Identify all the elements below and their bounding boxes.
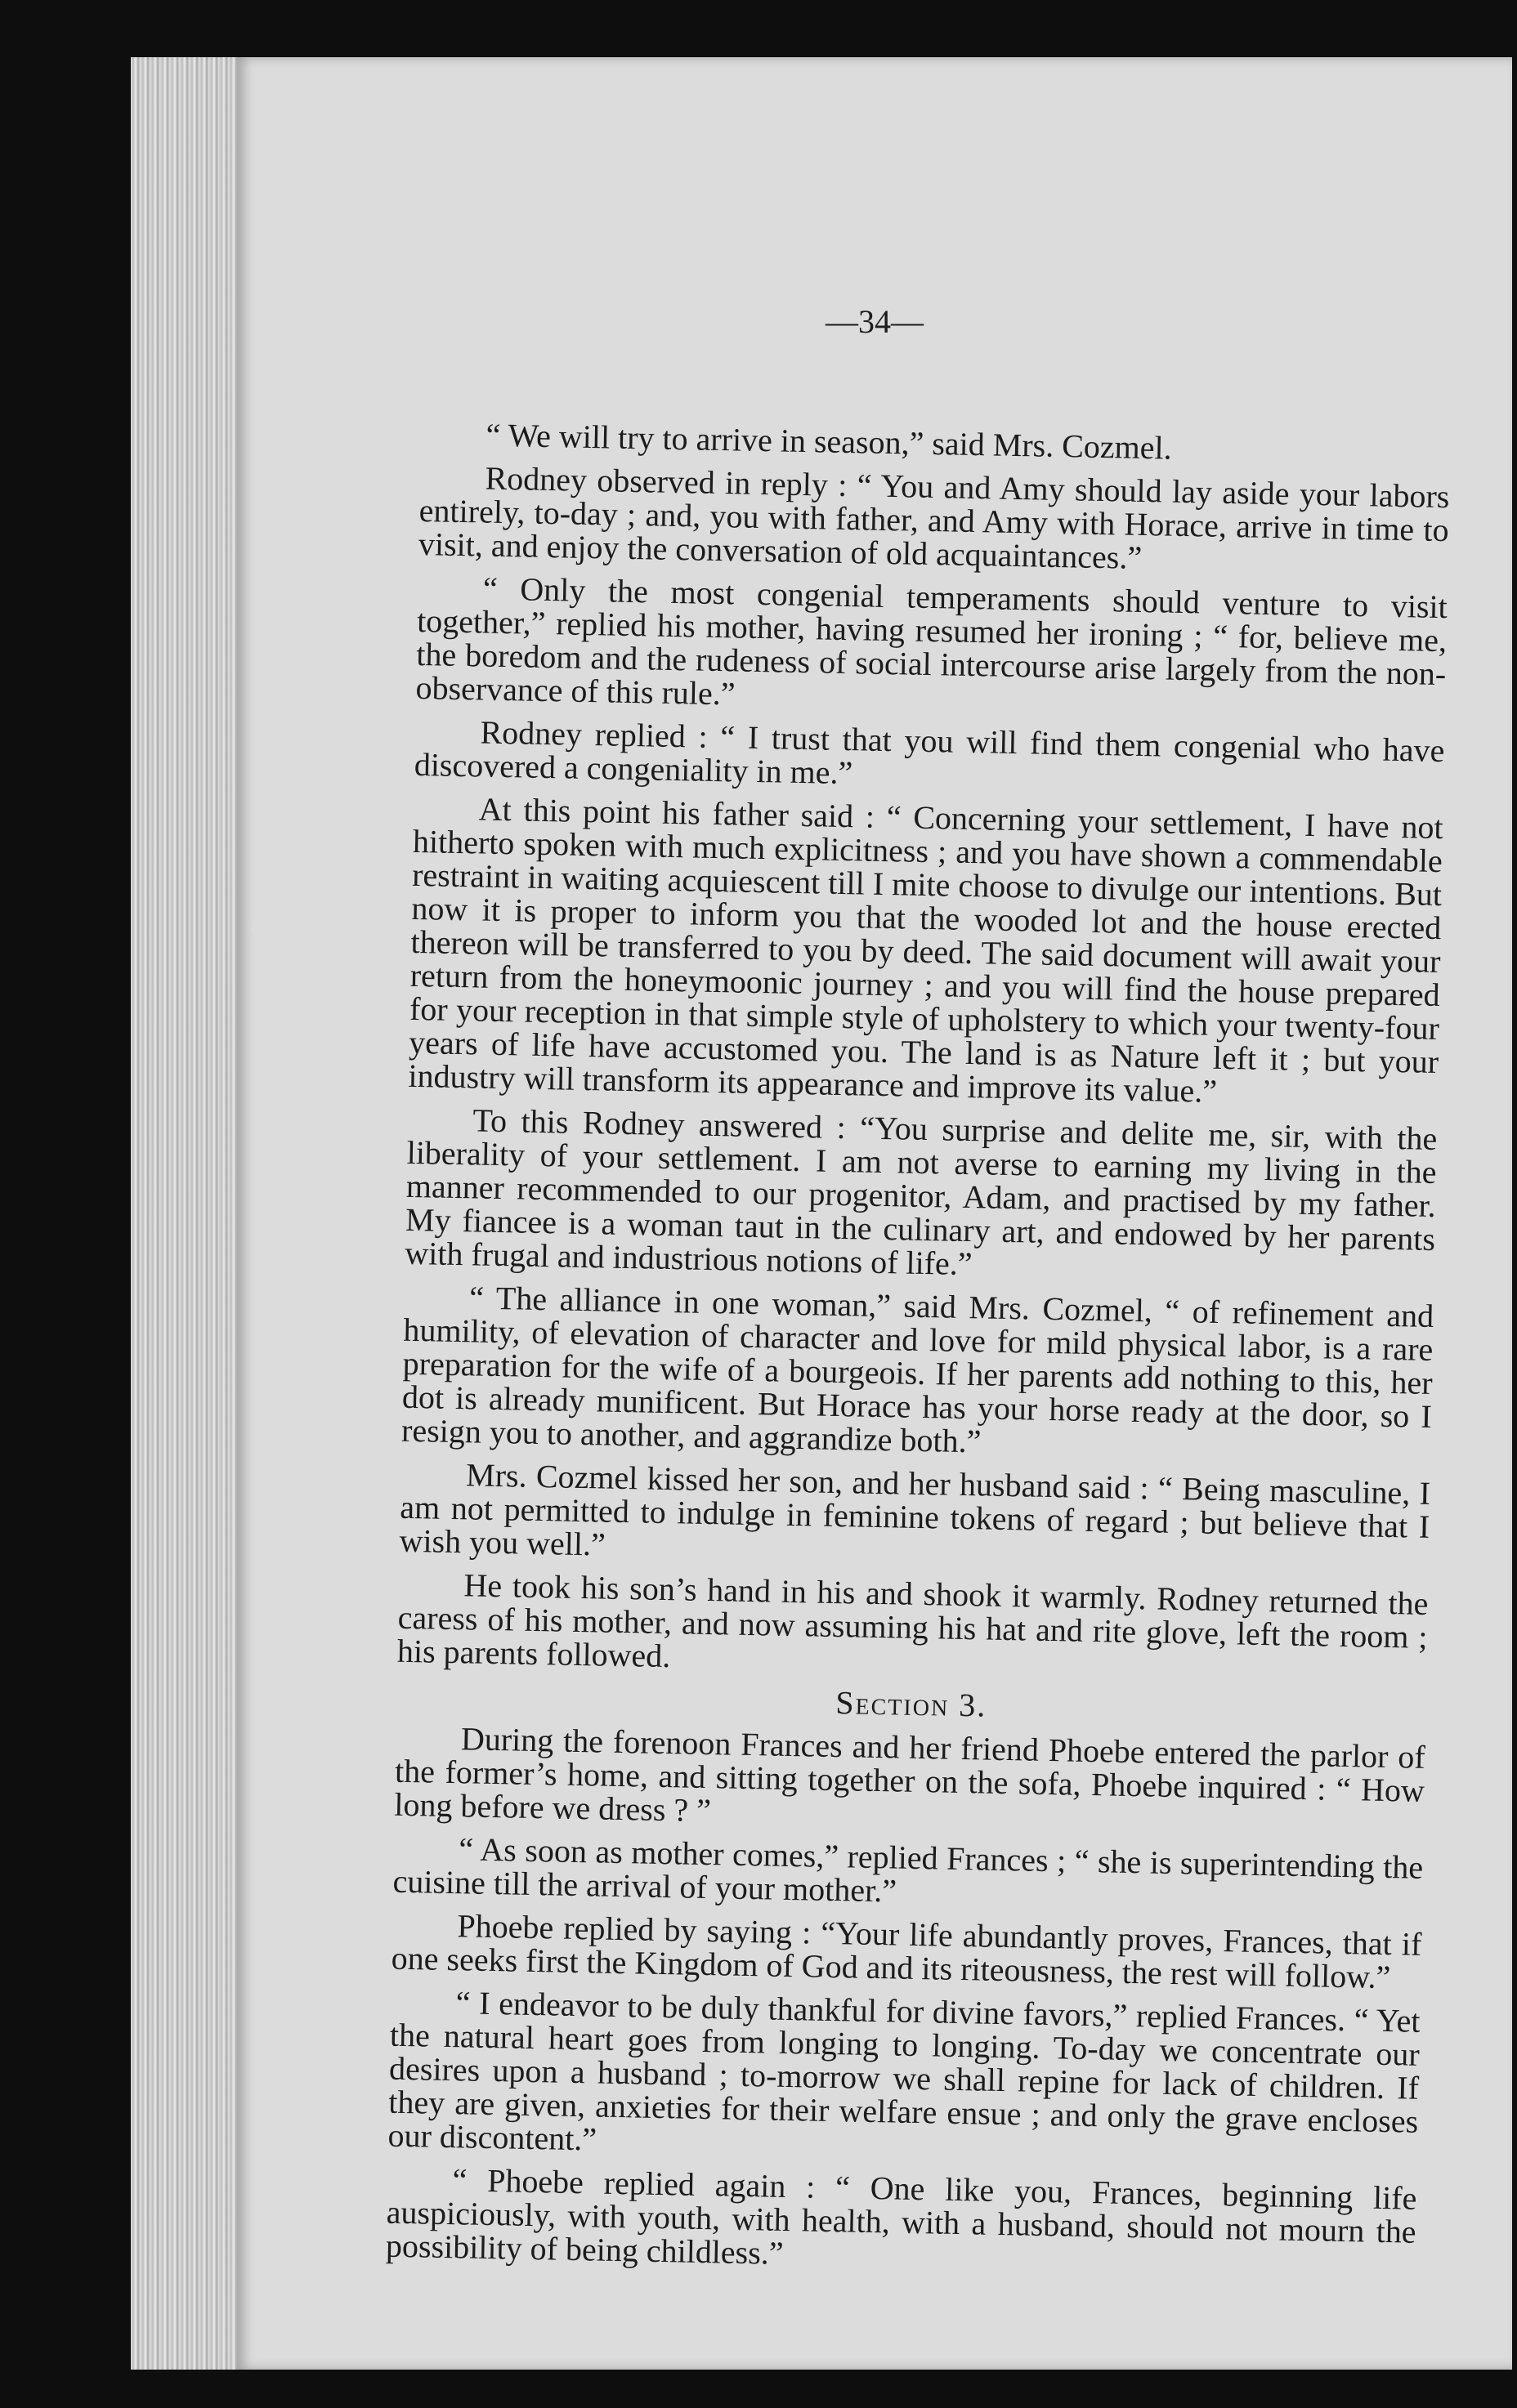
paragraph: To this Rodney answered : “You surprise and delite me, sir, with the liberality of your settlement. I am not averse to earning my living in the manner recommended to our progenitor, Adam, and practised by my father. My fiancee is a woman taut in the culinary art, and endowed by her parents with frugal and industrious notions of life.”: [404, 1101, 1438, 1283]
paragraph: Mrs. Cozmel kissed her son, and her husband said : “ Being masculine, I am not permitted to indulge in feminine tokens of regard ; but believe that I wish you well.”: [399, 1456, 1431, 1563]
book-binding-edge: [131, 57, 245, 2370]
section-heading: Section 3.: [835, 1684, 987, 1724]
paragraph: He took his son’s hand in his and shook it warmly. Rodney returned the caress of his mother, and now assuming his hat and rite glove, left the room ; his parents followed.: [396, 1566, 1429, 1675]
paragraph: “ I endeavor to be duly thankful for divine favors,” replied Frances. “ Yet the natural heart goes from longing to longing. To-day we concentrate our desires upon a husband ; to-morrow we shall repine for lack of children. If they are given, anxieties for their welfare ensue ; and only the grave encloses our discontent.”: [387, 1984, 1421, 2158]
paragraph: During the forenoon Frances and her friend Phoebe entered the parlor of the former’s home, and sitting together on the sofa, Phoebe inquired : “ How long before we dress ? ”: [393, 1720, 1426, 1829]
book-page: [237, 57, 1512, 2370]
paragraph: Rodney replied : “ I trust that you will find them congenial who have discovered a congeniality in me.”: [414, 713, 1445, 792]
margin-speck: [250, 921, 271, 943]
paragraph: Rodney observed in reply : “ You and Amy should lay aside your labors entirely, to-day ; and, you with father, and Amy with Horace, arrive in time to visit, and enjoy the conversation of old acquaintances.”: [418, 459, 1450, 576]
paragraph: “ The alliance in one woman,” said Mrs. Cozmel, “ of refinement and humility, of elevation of character and love for mild physical labor, is a rare preparation for the wife of a bourgeois. If her parents add nothing to this, her dot is already munificent. But Horace has your horse ready at the door, so I resign you to another, and aggrandize both.”: [401, 1279, 1434, 1460]
paragraph: “ Only the most congenial temperaments should venture to visit together,” replied his mother, having resumed her ironing ; “ for, believe me, the boredom and the rudeness of social intercourse arise largely from the non-observance of this rule.”: [415, 570, 1448, 713]
paragraph: At this point his father said : “ Concerning your settlement, I have not hitherto spoken with much explicitness ; and you have shown a commendable restraint in waiting acquiescent till I mite choose to divulge our intentions. But now it is proper to inform you that the wooded lot and the house erected thereon will be transferred to you by deed. The said document will await your return from the honeymoonic journey ; and you will find the house prepared for your reception in that simple style of upholstery to which your twenty-four years of life have accustomed you. The land is as Nature left it ; but your industry will transform its appearance and improve its value.”: [408, 790, 1444, 1110]
page-number: —34—: [826, 303, 924, 340]
paragraph: “ Phoebe replied again : “ One like you, Frances, beginning life auspiciously, with youth, with health, with a husband, should not mourn the possibility of being childless.”: [385, 2161, 1417, 2272]
page-body: [385, 417, 1450, 2292]
paragraph: “ As soon as mother comes,” replied Frances ; “ she is superintending the cuisine till the arrival of your mother.”: [392, 1830, 1424, 1910]
paragraph: Phoebe replied by saying : “Your life abundantly proves, Frances, that if one seeks first the Kingdom of God and its riteousness, the rest will follow.”: [391, 1907, 1422, 1996]
paragraph: “ We will try to arrive in season,” said Mrs. Cozmel.: [486, 416, 1173, 467]
